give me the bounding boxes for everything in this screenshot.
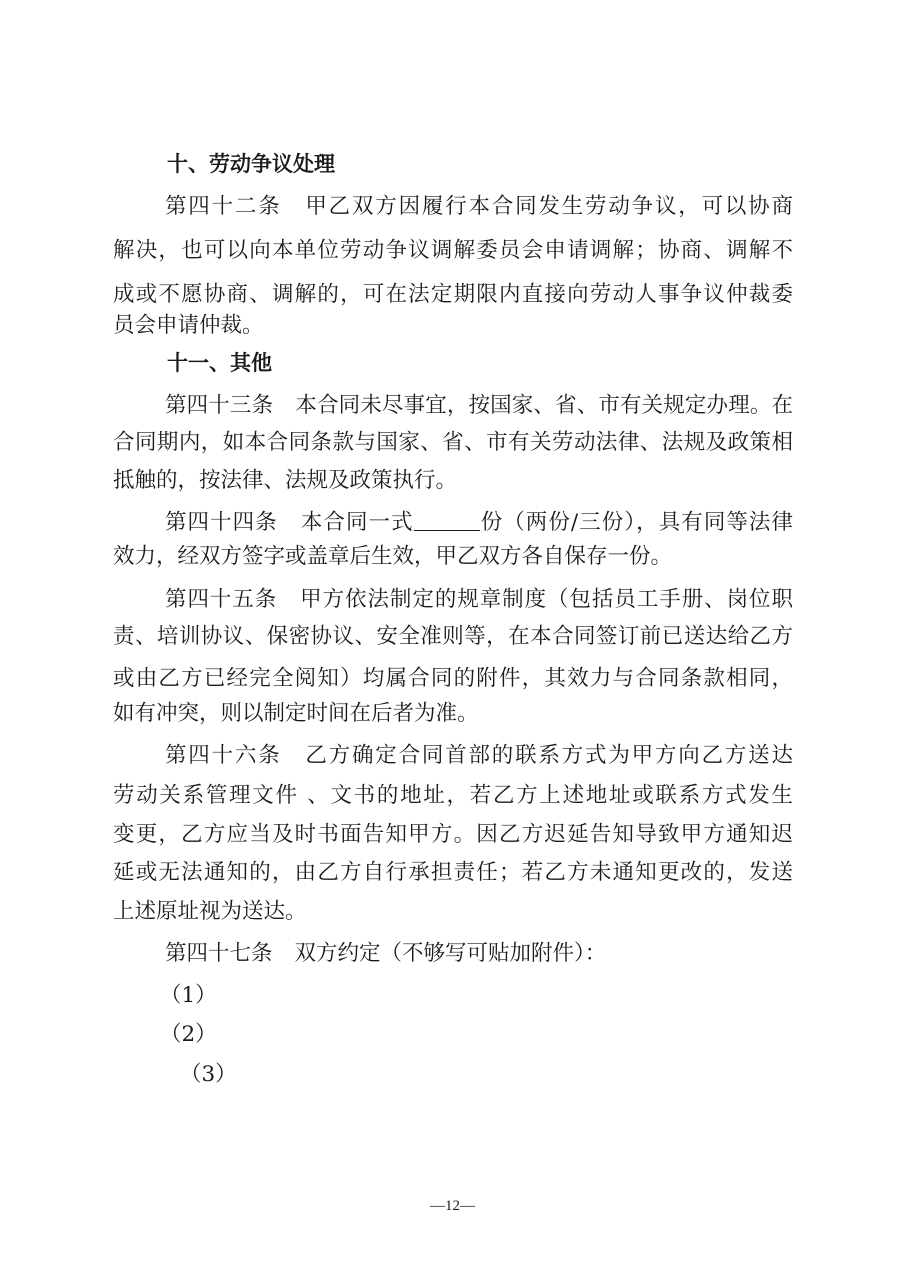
article-46-line-4: 延或无法通知的，由乙方自行承担责任；若乙方未通知更改的，发送 <box>113 860 793 885</box>
article-42-line-3: 成或不愿协商、调解的，可在法定期限内直接向劳动人事争议仲裁委 <box>113 282 793 307</box>
agreement-item-3: （3） <box>180 1062 237 1087</box>
article-number: 第四十六条 <box>165 743 282 768</box>
page-number: —12— <box>430 1198 475 1214</box>
article-46-line-1: 第四十六条 乙方确定合同首部的联系方式为甲方向乙方送达 <box>165 743 793 768</box>
article-46-line-3: 变更，乙方应当及时书面告知甲方。因乙方迟延告知导致甲方通知迟 <box>113 822 793 847</box>
article-number: 第四十五条 <box>165 587 278 612</box>
article-45-line-3: 或由乙方已经完全阅知）均属合同的附件，其效力与合同条款相同， <box>113 666 793 691</box>
article-number: 第四十二条 <box>165 194 282 219</box>
agreement-item-2: （2） <box>160 1022 217 1047</box>
article-number: 第四十七条 <box>165 941 273 966</box>
article-45-line-2: 责、培训协议、保密协议、安全准则等，在本合同签订前已送达给乙方 <box>113 624 793 649</box>
article-43-line-3: 抵触的，按法律、法规及政策执行。 <box>113 468 458 493</box>
section-heading-labor-dispute: 十、劳动争议处理 <box>167 152 335 176</box>
section-heading-other: 十一、其他 <box>167 351 272 375</box>
article-43-line-1: 第四十三条 本合同未尽事宜，按国家、省、市有关规定办理。在 <box>165 393 793 418</box>
article-43-line-2: 合同期内，如本合同条款与国家、省、市有关劳动法律、法规及政策相 <box>113 430 793 455</box>
article-44-line-2: 效力，经双方签字或盖章后生效，甲乙双方各自保存一份。 <box>113 544 673 569</box>
agreement-item-1: （1） <box>160 983 217 1008</box>
article-number: 第四十三条 <box>165 393 274 418</box>
article-42-line-1: 第四十二条 甲乙双方因履行本合同发生劳动争议，可以协商 <box>165 194 793 219</box>
article-47-line-1: 第四十七条 双方约定（不够写可贴加附件）： <box>165 941 607 966</box>
article-46-line-5: 上述原址视为送达。 <box>113 899 307 924</box>
copies-blank-field[interactable] <box>414 512 480 531</box>
article-number: 第四十四条 <box>165 510 278 535</box>
article-45-line-1: 第四十五条 甲方依法制定的规章制度（包括员工手册、岗位职 <box>165 587 793 612</box>
article-45-line-4: 如有冲突，则以制定时间在后者为准。 <box>113 701 479 726</box>
article-44-line-1: 第四十四条 本合同一式 份（两份/三份），具有同等法律 <box>165 510 793 535</box>
article-42-line-4: 员会申请仲裁。 <box>113 313 264 338</box>
article-46-line-2: 劳动关系管理文件 、文书的地址，若乙方上述地址或联系方式发生 <box>113 783 793 808</box>
article-42-line-2: 解决，也可以向本单位劳动争议调解委员会申请调解；协商、调解不 <box>113 238 793 263</box>
